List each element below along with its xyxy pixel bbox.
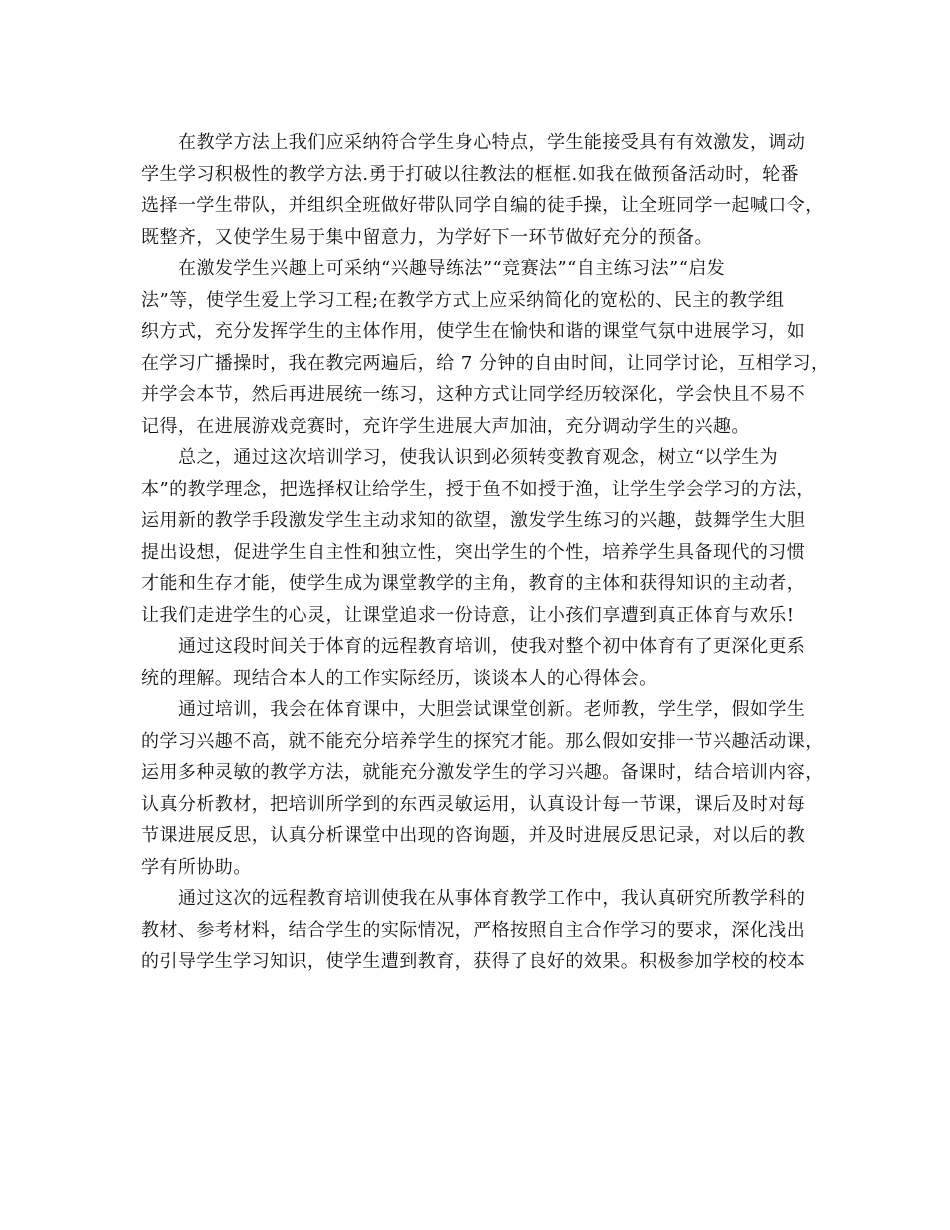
paragraph-remote-training — [141, 631, 821, 694]
text-line: 教材、参考材料，结合学生的实际情况，严格按照自主合作学习的要求，深化浅出 — [141, 919, 806, 941]
paragraph-classroom-innovation — [141, 694, 824, 883]
paragraph-student-interest — [141, 253, 830, 442]
text-line: 并学会本节，然后再进展统一练习，这种方式让同学经历较深化，学会快且不易不 — [141, 384, 806, 405]
text-line: 提出设想，促进学生自主性和独立性，突出学生的个性，培养学生具备现代的习惯 — [141, 541, 806, 563]
text-line: 通过这段时间关于体育的远程教育培训，使我对整个初中体育有了更深化更系 — [178, 636, 806, 657]
text-line: 的引导学生学习知识，使学生遭到教育，获得了良好的效果。积极参加学校的校本 — [141, 951, 806, 972]
text-line: 选择一学生带队，并组织全班做好带队同学自编的徒手操，让全班同学一起喊口令， — [141, 195, 824, 216]
text-line: 本”的教学理念，把选择权让给学生，授于鱼不如授于渔，让学生学会学习的方法， — [141, 478, 815, 500]
text-line: 通过这次的远程教育培训使我在从事体育教学工作中，我认真研究所教学科的 — [178, 888, 806, 909]
paragraph-teaching-work — [141, 883, 821, 978]
text-line: 节课进展反思，认真分析课堂中出现的咨询题，并及时进展反思记录，对以后的教 — [141, 825, 806, 846]
text-line: 认真分析教材，把培训所学到的东西灵敏运用，认真设计每一节课，课后及时对每 — [141, 793, 806, 815]
paragraph-teaching-methods — [141, 127, 824, 253]
text-line: 运用多种灵敏的教学方法，就能充分激发学生的学习兴趣。备课时，结合培训内容， — [141, 762, 824, 783]
document-body — [141, 127, 830, 978]
text-line: 既整齐，又使学生易于集中留意力，为学好下一环节做好充分的预备。 — [141, 226, 713, 248]
text-line: 在学习广播操时，我在教完两遍后，给 7 分钟的自由时间，让同学讨论，互相学习， — [141, 352, 830, 374]
paragraph-summary — [141, 442, 821, 631]
text-line: 织方式，充分发挥学生的主体作用，使学生在愉快和谐的课堂气氛中进展学习，如 — [141, 321, 806, 342]
text-line: 学有所协助。 — [141, 856, 252, 878]
text-line: 的学习兴趣不高，就不能充分培养学生的探究才能。那么假如安排一节兴趣活动课， — [141, 730, 824, 752]
text-line: 法”等，使学生爱上学习工程;在教学方式上应采纳简化的宽松的、民主的教学组 — [141, 289, 785, 311]
text-line: 才能和生存才能，使学生成为课堂教学的主角，教育的主体和获得知识的主动者， — [141, 573, 806, 594]
text-line: 总之，通过这次培训学习，使我认识到必须转变教育观念，树立“以学生为 — [178, 447, 779, 468]
text-line: 统的理解。现结合本人的工作实际经历，谈谈本人的心得体会。 — [141, 667, 658, 689]
text-line: 在教学方法上我们应采纳符合学生身心特点，学生能接受具有有效激发，调动 — [178, 132, 806, 153]
text-line: 让我们走进学生的心灵，让课堂追求一份诗意，让小孩们享遭到真正体育与欢乐! — [141, 604, 795, 626]
text-line: 在激发学生兴趣上可采纳“兴趣导练法”“竞赛法”“自主练习法”“启发 — [178, 258, 726, 279]
text-line: 通过培训，我会在体育课中，大胆尝试课堂创新。老师教，学生学，假如学生 — [178, 699, 806, 720]
text-line: 运用新的教学手段激发学生主动求知的欲望，激发学生练习的兴趣，鼓舞学生大胆 — [141, 510, 806, 531]
text-line: 记得，在进展游戏竞赛时，充许学生进展大声加油，充分调动学生的兴趣。 — [141, 415, 750, 437]
text-line: 学生学习积极性的教学方法.勇于打破以往教法的框框.如我在做预备活动时，轮番 — [141, 163, 800, 185]
